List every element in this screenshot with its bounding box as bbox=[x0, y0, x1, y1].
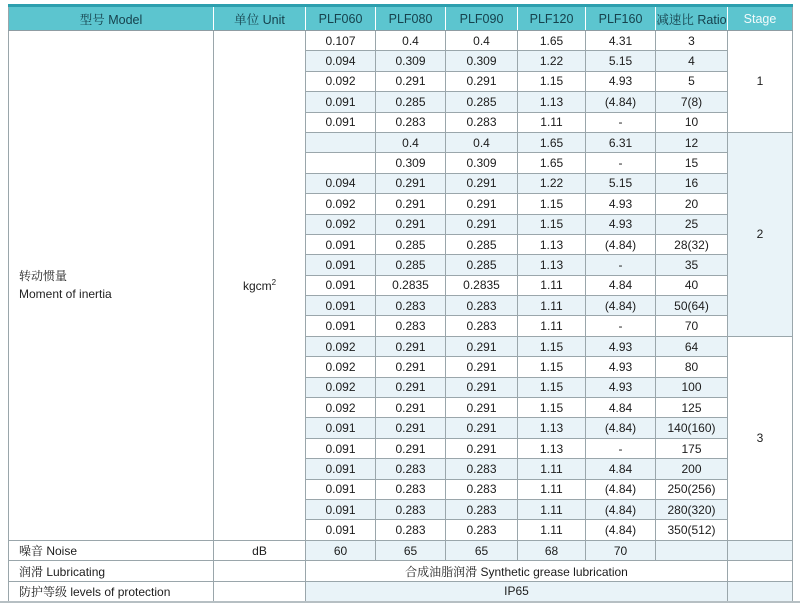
inertia-value-cell: 0.309 bbox=[446, 153, 518, 173]
ratio-cell: 80 bbox=[656, 357, 728, 377]
ratio-cell: 35 bbox=[656, 255, 728, 275]
inertia-value-cell: 0.091 bbox=[306, 112, 376, 132]
inertia-value-cell: 0.291 bbox=[446, 214, 518, 234]
inertia-value-cell: 4.31 bbox=[586, 31, 656, 51]
inertia-value-cell: 0.291 bbox=[446, 336, 518, 356]
ratio-cell: 7(8) bbox=[656, 92, 728, 112]
inertia-value-cell: 1.13 bbox=[518, 234, 586, 254]
inertia-value-cell: 0.283 bbox=[376, 520, 446, 540]
inertia-value-cell: - bbox=[586, 255, 656, 275]
ratio-cell: 175 bbox=[656, 438, 728, 458]
ratio-cell: 3 bbox=[656, 31, 728, 51]
inertia-value-cell: 0.291 bbox=[376, 194, 446, 214]
inertia-value-cell: 0.291 bbox=[446, 71, 518, 91]
ratio-cell: 12 bbox=[656, 132, 728, 152]
noise-value-plf120: 68 bbox=[518, 540, 586, 561]
row-label-protection: 防护等级 levels of protection bbox=[9, 581, 214, 602]
gearbox-spec-table bbox=[8, 4, 793, 603]
ratio-cell: 250(256) bbox=[656, 479, 728, 499]
inertia-value-cell: 0.283 bbox=[446, 479, 518, 499]
inertia-value-cell: 0.092 bbox=[306, 214, 376, 234]
inertia-value-cell: 4.93 bbox=[586, 357, 656, 377]
inertia-value-cell: 1.15 bbox=[518, 214, 586, 234]
inertia-value-cell: 0.291 bbox=[446, 418, 518, 438]
inertia-value-cell: 1.11 bbox=[518, 499, 586, 519]
inertia-value-cell: (4.84) bbox=[586, 520, 656, 540]
lubricating-unit-empty bbox=[214, 561, 306, 582]
inertia-value-cell: 4.93 bbox=[586, 377, 656, 397]
inertia-value-cell: 0.291 bbox=[376, 173, 446, 193]
ratio-cell: 28(32) bbox=[656, 234, 728, 254]
inertia-value-cell: 0.2835 bbox=[376, 275, 446, 295]
inertia-value-cell: 0.285 bbox=[376, 255, 446, 275]
inertia-value-cell: 0.291 bbox=[376, 357, 446, 377]
header-plf160: PLF160 bbox=[586, 6, 656, 31]
inertia-value-cell: 0.291 bbox=[376, 398, 446, 418]
inertia-value-cell: 0.283 bbox=[446, 316, 518, 336]
inertia-value-cell: (4.84) bbox=[586, 234, 656, 254]
inertia-value-cell: 0.092 bbox=[306, 357, 376, 377]
inertia-value-cell: 1.11 bbox=[518, 459, 586, 479]
inertia-value-cell: 0.4 bbox=[376, 132, 446, 152]
protection-row bbox=[9, 581, 793, 602]
inertia-value-cell: 0.091 bbox=[306, 499, 376, 519]
inertia-value-cell: 4.93 bbox=[586, 214, 656, 234]
lubricating-value: 合成油脂润滑 Synthetic grease lubrication bbox=[306, 561, 728, 582]
inertia-value-cell: 0.291 bbox=[376, 438, 446, 458]
inertia-value-cell: 6.31 bbox=[586, 132, 656, 152]
ratio-cell: 140(160) bbox=[656, 418, 728, 438]
noise-unit: dB bbox=[214, 540, 306, 561]
inertia-value-cell: 1.22 bbox=[518, 173, 586, 193]
ratio-cell: 200 bbox=[656, 459, 728, 479]
inertia-value-cell: 0.291 bbox=[376, 71, 446, 91]
inertia-value-cell: 4.93 bbox=[586, 336, 656, 356]
inertia-value-cell: 0.091 bbox=[306, 438, 376, 458]
inertia-value-cell: 0.291 bbox=[446, 194, 518, 214]
inertia-value-cell: 0.283 bbox=[376, 296, 446, 316]
inertia-value-cell: 0.092 bbox=[306, 194, 376, 214]
protection-value: IP65 bbox=[306, 581, 728, 602]
inertia-value-cell: 1.22 bbox=[518, 51, 586, 71]
inertia-value-cell: - bbox=[586, 316, 656, 336]
header-plf120: PLF120 bbox=[518, 6, 586, 31]
inertia-value-cell: 0.092 bbox=[306, 377, 376, 397]
inertia-value-cell: 0.091 bbox=[306, 275, 376, 295]
ratio-cell: 40 bbox=[656, 275, 728, 295]
inertia-value-cell: (4.84) bbox=[586, 296, 656, 316]
inertia-value-cell: 0.291 bbox=[376, 377, 446, 397]
ratio-cell: 50(64) bbox=[656, 296, 728, 316]
inertia-value-cell: 0.283 bbox=[446, 112, 518, 132]
inertia-value-cell: 0.285 bbox=[376, 92, 446, 112]
noise-value-plf060: 60 bbox=[306, 540, 376, 561]
inertia-value-cell: 1.65 bbox=[518, 132, 586, 152]
inertia-value-cell: 4.84 bbox=[586, 398, 656, 418]
spec-table-container bbox=[8, 4, 792, 603]
ratio-cell: 350(512) bbox=[656, 520, 728, 540]
inertia-value-cell: 0.285 bbox=[446, 255, 518, 275]
inertia-value-cell: 1.15 bbox=[518, 398, 586, 418]
inertia-value-cell: 4.84 bbox=[586, 275, 656, 295]
inertia-value-cell: (4.84) bbox=[586, 499, 656, 519]
inertia-value-cell: 0.4 bbox=[446, 132, 518, 152]
inertia-value-cell: (4.84) bbox=[586, 418, 656, 438]
header-model: 型号 Model bbox=[9, 6, 214, 31]
stage-2-cell: 2 bbox=[728, 132, 793, 336]
protection-stage-empty bbox=[728, 581, 793, 602]
inertia-value-cell: 0.283 bbox=[446, 499, 518, 519]
inertia-value-cell: 5.15 bbox=[586, 51, 656, 71]
inertia-value-cell: 1.11 bbox=[518, 275, 586, 295]
ratio-cell: 125 bbox=[656, 398, 728, 418]
ratio-cell: 20 bbox=[656, 194, 728, 214]
inertia-value-cell: 0.091 bbox=[306, 296, 376, 316]
inertia-value-cell: 5.15 bbox=[586, 173, 656, 193]
ratio-cell: 10 bbox=[656, 112, 728, 132]
inertia-value-cell: 0.4 bbox=[446, 31, 518, 51]
inertia-value-cell: 1.15 bbox=[518, 357, 586, 377]
inertia-value-cell: 1.13 bbox=[518, 255, 586, 275]
protection-unit-empty bbox=[214, 581, 306, 602]
inertia-value-cell: 4.93 bbox=[586, 71, 656, 91]
noise-row bbox=[9, 540, 793, 561]
header-row bbox=[9, 6, 793, 31]
row-label-inertia bbox=[9, 31, 214, 541]
inertia-label-cn: 转动惯量 bbox=[19, 268, 68, 283]
inertia-value-cell: 0.283 bbox=[376, 499, 446, 519]
inertia-value-cell: - bbox=[586, 112, 656, 132]
inertia-value-cell: 0.091 bbox=[306, 459, 376, 479]
lubricating-stage-empty bbox=[728, 561, 793, 582]
noise-value-plf090: 65 bbox=[446, 540, 518, 561]
stage-1-cell: 1 bbox=[728, 31, 793, 133]
inertia-value-cell: 1.11 bbox=[518, 112, 586, 132]
inertia-value-cell: 0.092 bbox=[306, 398, 376, 418]
inertia-value-cell: 0.107 bbox=[306, 31, 376, 51]
inertia-value-cell: 1.15 bbox=[518, 71, 586, 91]
header-plf060: PLF060 bbox=[306, 6, 376, 31]
inertia-value-cell: 0.283 bbox=[446, 296, 518, 316]
inertia-value-cell: 0.283 bbox=[376, 479, 446, 499]
inertia-value-cell: 0.2835 bbox=[446, 275, 518, 295]
inertia-value-cell: 0.094 bbox=[306, 51, 376, 71]
inertia-value-cell: 1.11 bbox=[518, 520, 586, 540]
inertia-value-cell: 0.283 bbox=[376, 459, 446, 479]
inertia-value-cell: 0.091 bbox=[306, 479, 376, 499]
inertia-value-cell: 1.13 bbox=[518, 438, 586, 458]
inertia-value-cell: 0.291 bbox=[446, 173, 518, 193]
inertia-value-cell: 1.15 bbox=[518, 336, 586, 356]
inertia-value-cell: 0.291 bbox=[446, 377, 518, 397]
ratio-cell: 16 bbox=[656, 173, 728, 193]
noise-value-plf160: 70 bbox=[586, 540, 656, 561]
inertia-value-cell: 0.309 bbox=[376, 153, 446, 173]
ratio-cell: 5 bbox=[656, 71, 728, 91]
inertia-value-cell: 0.285 bbox=[376, 234, 446, 254]
inertia-value-cell: 0.291 bbox=[376, 214, 446, 234]
inertia-value-cell: 0.285 bbox=[446, 234, 518, 254]
header-ratio: 减速比 Ratio bbox=[656, 6, 728, 31]
ratio-cell: 64 bbox=[656, 336, 728, 356]
ratio-cell: 100 bbox=[656, 377, 728, 397]
inertia-value-cell: 0.309 bbox=[446, 51, 518, 71]
ratio-cell: 15 bbox=[656, 153, 728, 173]
inertia-value-cell: 0.291 bbox=[376, 336, 446, 356]
stage-3-cell: 3 bbox=[728, 336, 793, 540]
inertia-value-cell: 0.285 bbox=[446, 92, 518, 112]
inertia-value-cell: 0.291 bbox=[446, 398, 518, 418]
inertia-value-cell: 1.65 bbox=[518, 153, 586, 173]
inertia-value-cell: 1.13 bbox=[518, 418, 586, 438]
inertia-value-cell: 0.283 bbox=[376, 112, 446, 132]
header-plf090: PLF090 bbox=[446, 6, 518, 31]
inertia-value-cell: 0.283 bbox=[446, 520, 518, 540]
inertia-value-cell bbox=[306, 153, 376, 173]
noise-value-plf080: 65 bbox=[376, 540, 446, 561]
inertia-value-cell: 0.091 bbox=[306, 520, 376, 540]
inertia-value-cell: 4.84 bbox=[586, 459, 656, 479]
inertia-value-cell: 0.309 bbox=[376, 51, 446, 71]
inertia-value-cell: - bbox=[586, 438, 656, 458]
header-plf080: PLF080 bbox=[376, 6, 446, 31]
noise-stage-empty bbox=[728, 540, 793, 561]
inertia-value-cell: 0.091 bbox=[306, 234, 376, 254]
inertia-value-cell: (4.84) bbox=[586, 92, 656, 112]
header-stage: Stage bbox=[728, 6, 793, 31]
inertia-value-cell: 0.291 bbox=[446, 357, 518, 377]
inertia-value-cell: 0.091 bbox=[306, 255, 376, 275]
ratio-cell: 280(320) bbox=[656, 499, 728, 519]
inertia-value-cell: (4.84) bbox=[586, 479, 656, 499]
inertia-value-cell: 1.11 bbox=[518, 296, 586, 316]
ratio-cell: 4 bbox=[656, 51, 728, 71]
header-unit: 单位 Unit bbox=[214, 6, 306, 31]
inertia-value-cell: 4.93 bbox=[586, 194, 656, 214]
inertia-value-cell: 1.15 bbox=[518, 377, 586, 397]
unit-kgcm2: kgcm$^2$ bbox=[214, 31, 306, 541]
inertia-value-cell: 0.092 bbox=[306, 336, 376, 356]
row-label-noise: 噪音 Noise bbox=[9, 540, 214, 561]
ratio-cell: 70 bbox=[656, 316, 728, 336]
inertia-label-en: Moment of inertia bbox=[19, 287, 112, 302]
inertia-value-cell: 1.13 bbox=[518, 92, 586, 112]
inertia-value-cell: 0.091 bbox=[306, 92, 376, 112]
inertia-value-cell: 0.091 bbox=[306, 316, 376, 336]
inertia-row bbox=[9, 31, 793, 51]
inertia-value-cell: 0.094 bbox=[306, 173, 376, 193]
inertia-value-cell: 0.283 bbox=[446, 459, 518, 479]
inertia-value-cell: 1.11 bbox=[518, 479, 586, 499]
inertia-value-cell: 0.291 bbox=[446, 438, 518, 458]
inertia-value-cell: 0.283 bbox=[376, 316, 446, 336]
bottom-divider bbox=[0, 601, 800, 603]
ratio-cell: 25 bbox=[656, 214, 728, 234]
noise-ratio-empty bbox=[656, 540, 728, 561]
inertia-value-cell: - bbox=[586, 153, 656, 173]
inertia-value-cell: 0.291 bbox=[376, 418, 446, 438]
inertia-value-cell: 0.092 bbox=[306, 71, 376, 91]
inertia-value-cell: 0.091 bbox=[306, 418, 376, 438]
inertia-value-cell: 1.65 bbox=[518, 31, 586, 51]
inertia-value-cell bbox=[306, 132, 376, 152]
inertia-value-cell: 1.15 bbox=[518, 194, 586, 214]
row-label-lubricating: 润滑 Lubricating bbox=[9, 561, 214, 582]
lubricating-row bbox=[9, 561, 793, 582]
inertia-value-cell: 1.11 bbox=[518, 316, 586, 336]
inertia-value-cell: 0.4 bbox=[376, 31, 446, 51]
